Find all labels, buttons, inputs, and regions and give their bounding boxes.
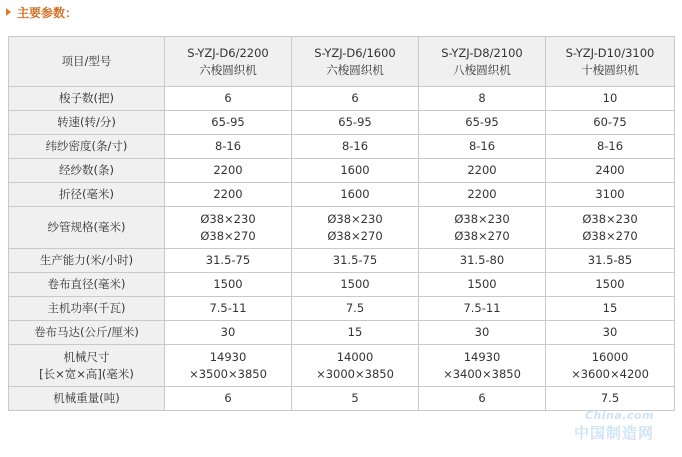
model-name: 六梭圆织机 — [199, 62, 257, 77]
value-cell — [292, 321, 419, 345]
value-cell — [292, 249, 419, 273]
row-label-cell — [9, 87, 165, 111]
cell-value: 1500 — [595, 277, 625, 291]
watermark — [574, 409, 654, 443]
row-label: 纬纱密度(条/寸) — [45, 139, 128, 153]
cell-value: 1500 — [213, 277, 243, 291]
value-cell — [419, 297, 546, 321]
row-label-cell — [9, 345, 165, 387]
value-cell — [546, 111, 675, 135]
value-cell — [419, 207, 546, 249]
cell-value: 7.5 — [600, 391, 620, 405]
value-cell — [165, 183, 292, 207]
value-cell — [292, 345, 419, 387]
row-label: 卷布直径(毫米) — [47, 277, 126, 291]
cell-value: 2200 — [467, 163, 497, 177]
row-label: 机械重量(吨) — [53, 391, 120, 405]
table-row — [9, 207, 675, 249]
value-cell — [165, 249, 292, 273]
table-row — [9, 159, 675, 183]
value-cell — [292, 207, 419, 249]
row-label-cell — [9, 135, 165, 159]
model-code: S-YZJ-D8/2100 — [441, 45, 523, 60]
arrow-right-icon — [6, 8, 11, 16]
cell-value: Ø38×230 — [200, 211, 256, 226]
table-row — [9, 87, 675, 111]
cell-value: Ø38×270 — [327, 228, 383, 243]
cell-value: 1600 — [340, 163, 370, 177]
value-cell — [546, 345, 675, 387]
cell-value: 2200 — [213, 163, 243, 177]
value-cell — [546, 249, 675, 273]
table-row — [9, 273, 675, 297]
cell-value: ×3000×3850 — [316, 366, 394, 381]
cell-value: 30 — [220, 325, 236, 339]
value-cell — [292, 111, 419, 135]
cell-value: 5 — [351, 391, 359, 405]
model-name: 八梭圆织机 — [453, 62, 511, 77]
section-header — [6, 3, 77, 21]
value-cell — [419, 135, 546, 159]
value-cell — [165, 87, 292, 111]
cell-value: 31.5-75 — [205, 253, 251, 267]
model-name: 十梭圆织机 — [581, 62, 639, 77]
header-label-cell — [9, 37, 165, 87]
table-row — [9, 135, 675, 159]
cell-value: 6 — [478, 391, 486, 405]
value-cell — [419, 87, 546, 111]
value-cell — [165, 207, 292, 249]
cell-value: 16000 — [591, 349, 629, 364]
cell-value: 31.5-80 — [459, 253, 505, 267]
cell-value: 6 — [351, 91, 359, 105]
model-code: S-YZJ-D6/1600 — [314, 45, 396, 60]
cell-value: 2400 — [595, 163, 625, 177]
cell-value: 15 — [602, 301, 618, 315]
cell-value: Ø38×230 — [582, 211, 638, 226]
cell-value: Ø38×230 — [454, 211, 510, 226]
value-cell — [165, 111, 292, 135]
row-label-cell — [9, 111, 165, 135]
cell-value: Ø38×270 — [200, 228, 256, 243]
row-label: 经纱数(条) — [59, 163, 114, 177]
cell-value: ×3600×4200 — [571, 366, 649, 381]
value-cell — [292, 159, 419, 183]
cell-value: 60-75 — [593, 115, 627, 129]
cell-value: 3100 — [595, 187, 625, 201]
cell-value: ×3500×3850 — [189, 366, 267, 381]
row-label-cell — [9, 273, 165, 297]
table-row — [9, 387, 675, 411]
value-cell — [419, 159, 546, 183]
value-cell — [292, 387, 419, 411]
cell-value: 15 — [347, 325, 363, 339]
value-cell — [419, 321, 546, 345]
row-label: 机械尺寸 — [63, 349, 110, 364]
row-label-cell — [9, 183, 165, 207]
cell-value: 8-16 — [468, 139, 496, 153]
cell-value: 7.5-11 — [463, 301, 501, 315]
cell-value: 2200 — [213, 187, 243, 201]
model-header-cell — [292, 37, 419, 87]
cell-value: Ø38×230 — [327, 211, 383, 226]
value-cell — [165, 159, 292, 183]
cell-value: Ø38×270 — [582, 228, 638, 243]
row-label: 转速(转/分) — [57, 115, 116, 129]
model-name: 六梭圆织机 — [326, 62, 384, 77]
model-header-cell — [546, 37, 675, 87]
row-label: 梭子数(把) — [59, 91, 114, 105]
model-header-cell — [165, 37, 292, 87]
cell-value: 65-95 — [465, 115, 499, 129]
row-label: 主机功率(千瓦) — [47, 301, 126, 315]
model-code: S-YZJ-D6/2200 — [187, 45, 269, 60]
cell-value: 65-95 — [211, 115, 245, 129]
cell-value: 8-16 — [596, 139, 624, 153]
cell-value: 7.5-11 — [209, 301, 247, 315]
table-row — [9, 249, 675, 273]
value-cell — [292, 297, 419, 321]
model-header-cell — [419, 37, 546, 87]
cell-value: 7.5 — [345, 301, 365, 315]
value-cell — [546, 297, 675, 321]
value-cell — [419, 345, 546, 387]
watermark-line2: 中国制造网 — [573, 424, 654, 442]
parameters-table — [8, 36, 675, 411]
cell-value: 14000 — [336, 349, 374, 364]
header-label: 项目/型号 — [61, 54, 112, 68]
cell-value: 8-16 — [341, 139, 369, 153]
cell-value: 8-16 — [214, 139, 242, 153]
row-label: 纱管规格(毫米) — [47, 220, 126, 234]
cell-value: 1600 — [340, 187, 370, 201]
value-cell — [546, 87, 675, 111]
cell-value: 30 — [474, 325, 490, 339]
row-label-cell — [9, 297, 165, 321]
cell-value: 31.5-75 — [332, 253, 378, 267]
row-label-cell — [9, 321, 165, 345]
value-cell — [546, 135, 675, 159]
table-row — [9, 297, 675, 321]
value-cell — [165, 135, 292, 159]
row-label-cell — [9, 159, 165, 183]
row-label: 生产能力(米/小时) — [39, 253, 134, 267]
row-label-cell — [9, 249, 165, 273]
table-row — [9, 321, 675, 345]
cell-value: 6 — [224, 391, 232, 405]
value-cell — [546, 207, 675, 249]
row-label: [长×宽×高](毫米) — [39, 366, 134, 381]
cell-value: 14930 — [463, 349, 501, 364]
value-cell — [292, 87, 419, 111]
value-cell — [546, 183, 675, 207]
cell-value: 8 — [478, 91, 486, 105]
value-cell — [419, 183, 546, 207]
cell-value: 1500 — [340, 277, 370, 291]
value-cell — [419, 387, 546, 411]
header-row — [9, 37, 675, 87]
cell-value: 1500 — [467, 277, 497, 291]
value-cell — [292, 135, 419, 159]
cell-value: 6 — [224, 91, 232, 105]
table-row — [9, 345, 675, 387]
value-cell — [419, 111, 546, 135]
value-cell — [165, 321, 292, 345]
row-label-cell — [9, 207, 165, 249]
cell-value: 2200 — [467, 187, 497, 201]
watermark-line1: China.com — [584, 409, 654, 422]
value-cell — [546, 273, 675, 297]
value-cell — [546, 159, 675, 183]
value-cell — [165, 387, 292, 411]
value-cell — [292, 183, 419, 207]
cell-value: 31.5-85 — [587, 253, 633, 267]
value-cell — [419, 273, 546, 297]
row-label: 卷布马达(公斤/厘米) — [34, 325, 139, 339]
value-cell — [165, 297, 292, 321]
cell-value: 10 — [602, 91, 618, 105]
cell-value: ×3400×3850 — [443, 366, 521, 381]
cell-value: 30 — [602, 325, 618, 339]
value-cell — [546, 321, 675, 345]
model-code: S-YZJ-D10/3100 — [565, 45, 655, 60]
value-cell — [292, 273, 419, 297]
row-label-cell — [9, 387, 165, 411]
cell-value: 14930 — [209, 349, 247, 364]
cell-value: 65-95 — [338, 115, 372, 129]
section-title: 主要参数： — [17, 5, 78, 20]
row-label: 折径(毫米) — [59, 187, 114, 201]
value-cell — [165, 345, 292, 387]
table-row — [9, 183, 675, 207]
table-row — [9, 111, 675, 135]
value-cell — [546, 387, 675, 411]
cell-value: Ø38×270 — [454, 228, 510, 243]
value-cell — [419, 249, 546, 273]
value-cell — [165, 273, 292, 297]
